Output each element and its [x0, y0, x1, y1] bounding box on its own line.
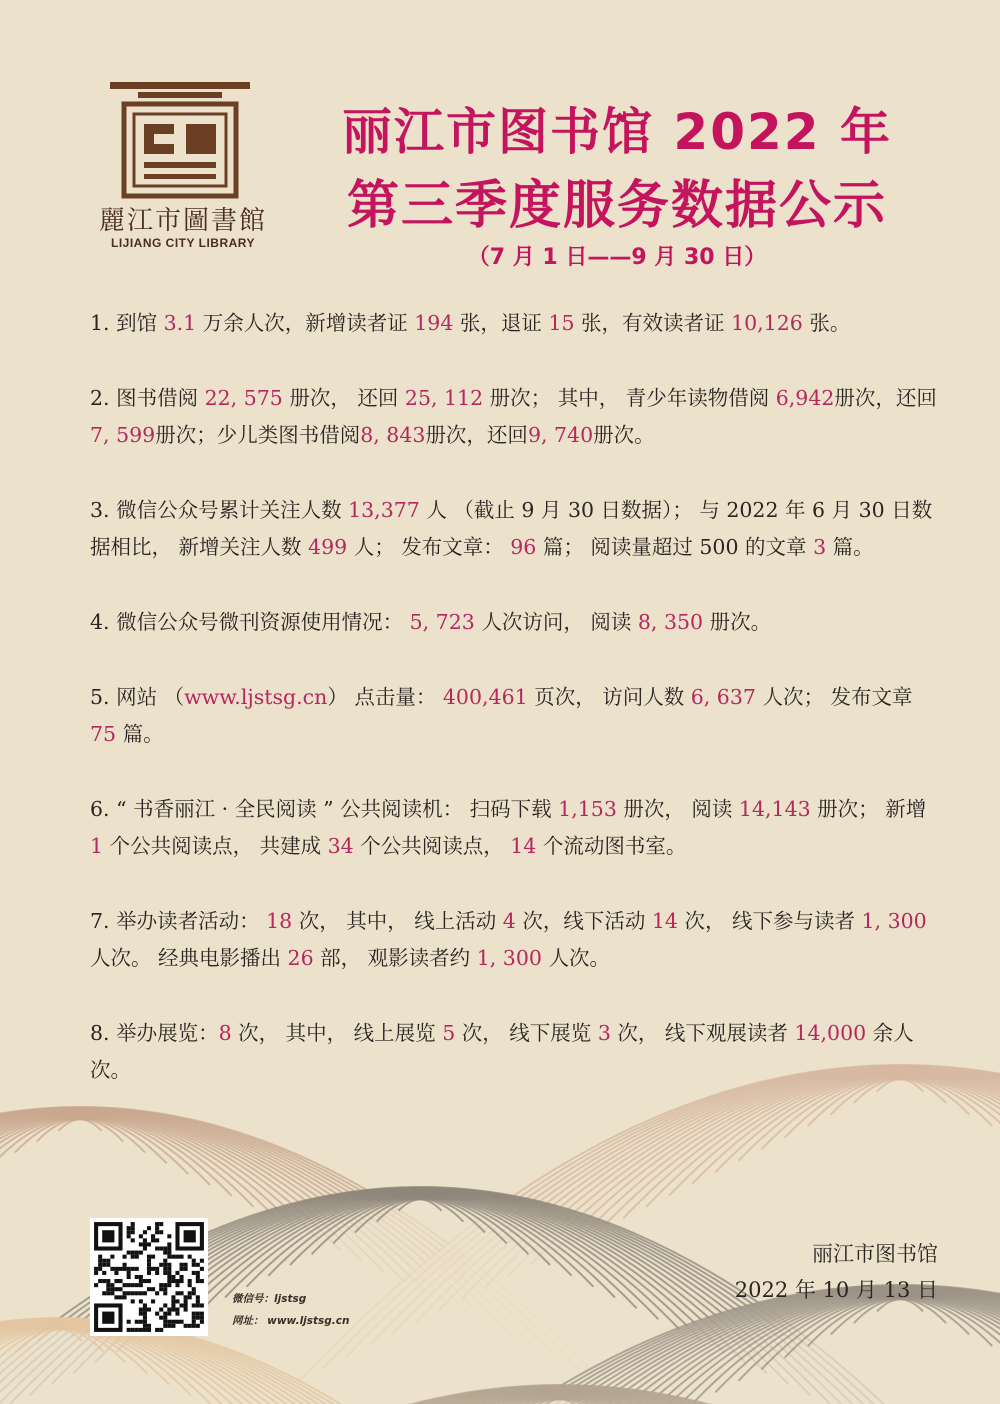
- item-text: 张。: [802, 311, 851, 335]
- item-text: 次， 线下展览: [455, 1021, 598, 1045]
- item-text: 5. 网站 （: [90, 685, 185, 709]
- highlight-number: 8, 350: [637, 610, 704, 634]
- item-text: 册次； 其中， 青少年读物借阅: [483, 386, 776, 410]
- item-text: 册次， 还回: [282, 386, 405, 410]
- item-text: 人次访问， 阅读: [474, 610, 638, 634]
- item-text: 册次， 阅读: [616, 797, 739, 821]
- item-text: 册次。: [593, 423, 655, 447]
- highlight-number: 25, 112: [404, 386, 484, 410]
- highlight-number: 499: [308, 535, 348, 559]
- library-logo-name: 麗江市圖書館: [98, 206, 267, 236]
- library-logo-english: LIJIANG CITY LIBRARY: [110, 236, 255, 250]
- service-item-5: [90, 679, 942, 753]
- item-text: 余人次。: [90, 1021, 914, 1082]
- page-title-line1: 丽江市图书馆 2022 年: [342, 103, 892, 161]
- item-text: 万余人次，新增读者证: [196, 311, 415, 335]
- service-item-1: [90, 305, 942, 342]
- item-text: 4. 微信公众号微刊资源使用情况：: [90, 610, 410, 634]
- item-text: 次， 其中， 线上活动: [292, 909, 503, 933]
- item-text: 页次， 访问人数: [527, 685, 691, 709]
- highlight-number: 194: [414, 311, 454, 335]
- item-text: 7. 举办读者活动：: [90, 909, 267, 933]
- highlight-number: 5: [442, 1021, 456, 1045]
- highlight-number: 8: [218, 1021, 232, 1045]
- period-subtitle: （7 月 1 日——9 月 30 日）: [467, 245, 767, 270]
- highlight-number: 1,153: [558, 797, 617, 821]
- highlight-number: 14,143: [738, 797, 811, 821]
- highlight-number: 5, 723: [409, 610, 475, 634]
- highlight-number: 8, 843: [360, 423, 426, 447]
- highlight-number: 6,942: [775, 386, 835, 410]
- item-text: 1. 到馆: [90, 311, 164, 335]
- item-text: 人次； 发布文章: [755, 685, 913, 709]
- item-text: 人次。 经典电影播出: [90, 946, 288, 970]
- item-text: 8. 举办展览：: [90, 1021, 219, 1045]
- item-text: 个公共阅读点，: [353, 834, 511, 858]
- item-text: 册次； 新增: [810, 797, 927, 821]
- highlight-number: 15: [548, 311, 575, 335]
- item-text: 册次；少儿类图书借阅: [155, 423, 361, 447]
- service-item-7: [90, 903, 942, 977]
- item-text: 次， 线下观展读者: [610, 1021, 795, 1045]
- publish-date: 2022 年 10 月 13 日: [734, 1278, 938, 1302]
- highlight-number: 1, 300: [861, 909, 927, 933]
- highlight-number: 22, 575: [204, 386, 283, 410]
- highlight-number: 14: [651, 909, 678, 933]
- signature-block: [735, 1236, 938, 1308]
- highlight-number: 9, 740: [527, 423, 594, 447]
- highlight-number: 10,126: [731, 311, 803, 335]
- item-text: 张，有效读者证: [574, 311, 732, 335]
- highlight-number: 18: [266, 909, 293, 933]
- item-text: 个流动图书室。: [536, 834, 687, 858]
- highlight-number: 96: [510, 535, 537, 559]
- highlight-number: 4: [502, 909, 516, 933]
- item-text: 册次，还回: [834, 386, 937, 410]
- website-address: 网址： www.ljstsg.cn: [232, 1315, 350, 1327]
- item-text: 个公共阅读点， 共建成: [103, 834, 328, 858]
- highlight-number: 6, 637: [690, 685, 756, 709]
- contact-info: [232, 1288, 350, 1332]
- highlight-number: 13,377: [348, 498, 420, 522]
- highlight-number: 1: [90, 834, 104, 858]
- service-item-4: [90, 604, 942, 641]
- item-text: 2. 图书借阅: [90, 386, 205, 410]
- item-text: 人； 发布文章：: [347, 535, 511, 559]
- item-text: 部， 观影读者约: [313, 946, 477, 970]
- item-text: 册次。: [703, 610, 772, 634]
- highlight-number: 26: [287, 946, 314, 970]
- highlight-number: 75: [90, 722, 117, 746]
- highlight-number: 400,461: [442, 685, 528, 709]
- library-logo-icon: [110, 82, 250, 200]
- item-text: 次， 其中， 线上展览: [231, 1021, 443, 1045]
- item-text: 篇。: [826, 535, 874, 559]
- item-text: 次， 线下参与读者: [677, 909, 862, 933]
- item-text: 篇。: [116, 722, 164, 746]
- service-item-6: [90, 791, 942, 865]
- page-title-line2: 第三季度服务数据公示: [346, 176, 887, 236]
- item-text: 6. “ 书香丽江 · 全民阅读 ” 公共阅读机： 扫码下载: [90, 797, 559, 821]
- item-text: 册次，还回: [425, 423, 528, 447]
- service-data-list: [90, 305, 942, 1127]
- highlight-number: 3: [813, 535, 827, 559]
- service-item-3: [90, 492, 942, 566]
- organization-name: 丽江市图书馆: [812, 1242, 938, 1266]
- item-text: 人次。: [541, 946, 610, 970]
- item-text: 篇； 阅读量超过 500 的文章: [536, 535, 814, 559]
- item-text: 张，退证: [453, 311, 549, 335]
- highlight-number: 34: [327, 834, 354, 858]
- item-text: 人 （截止 9 月 30 日数据）； 与 2022 年 6 月 30 日数据相比， 新增关注人数: [90, 498, 933, 559]
- highlight-number: 7, 599: [90, 423, 156, 447]
- wechat-qr-code: [90, 1218, 208, 1336]
- item-text: 3. 微信公众号累计关注人数: [90, 498, 349, 522]
- item-text: ） 点击量：: [327, 685, 443, 709]
- highlight-number: www.ljstsg.cn: [184, 685, 328, 709]
- highlight-number: 14,000: [794, 1021, 867, 1045]
- highlight-number: 14: [510, 834, 537, 858]
- item-text: 次，线下活动: [515, 909, 652, 933]
- highlight-number: 3: [597, 1021, 611, 1045]
- service-item-2: [90, 380, 942, 454]
- highlight-number: 3.1: [163, 311, 197, 335]
- highlight-number: 1, 300: [476, 946, 542, 970]
- service-item-8: [90, 1015, 942, 1089]
- wechat-id: 微信号：ljstsg: [232, 1293, 307, 1305]
